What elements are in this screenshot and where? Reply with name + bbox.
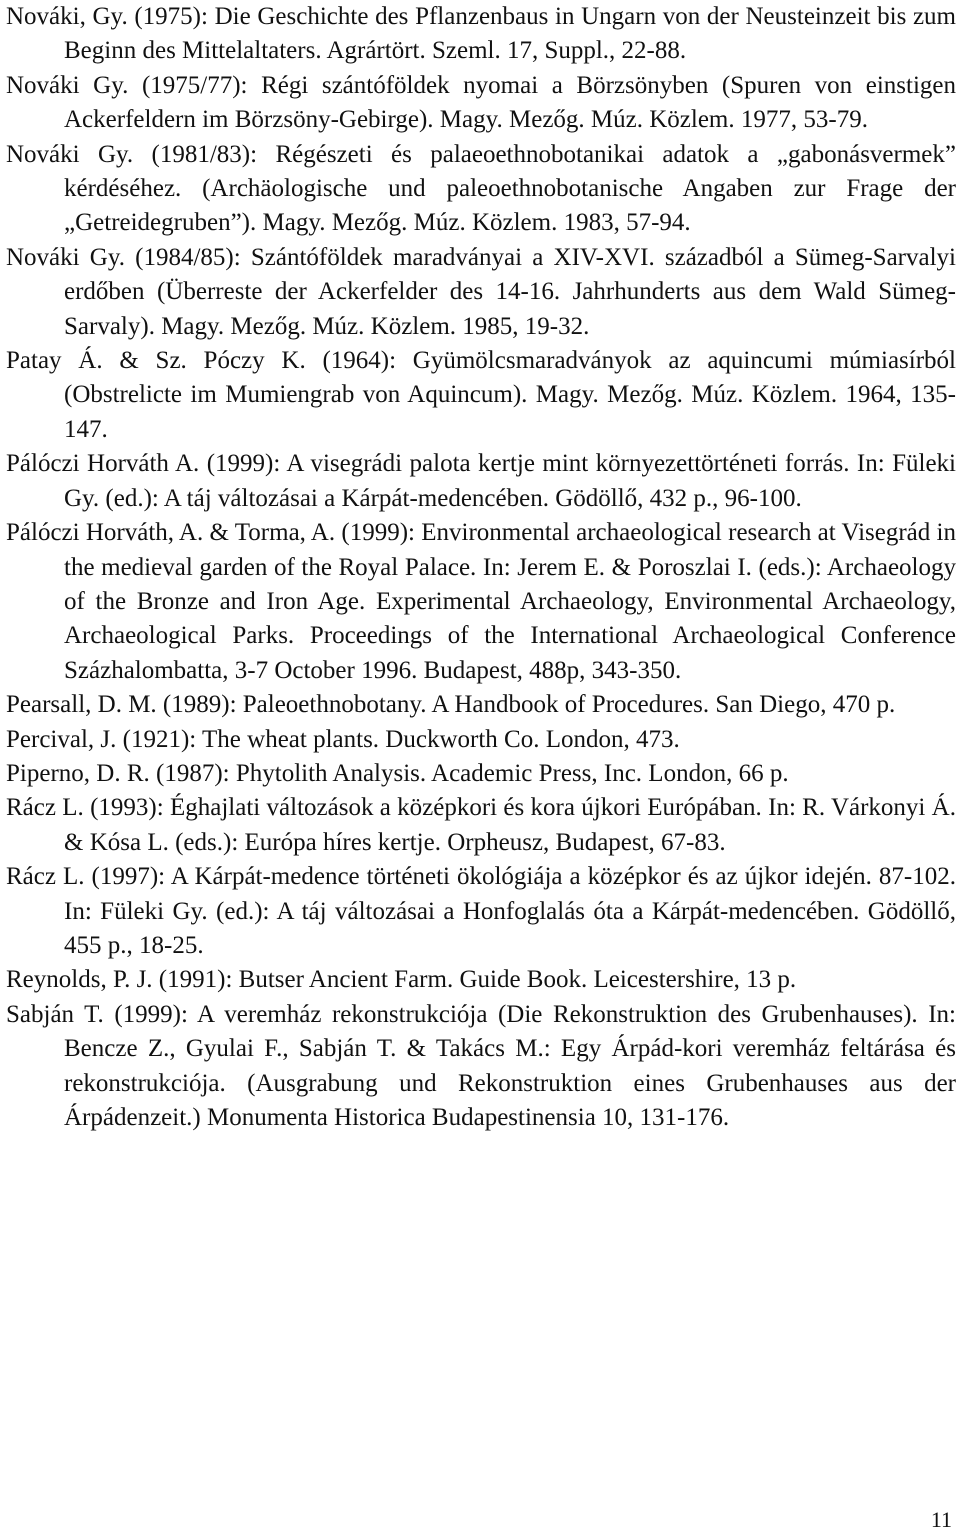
reference-entry: Rácz L. (1997): A Kárpát-medence történeti ökológiája a középkor és az újkor idején. 87-102. In: Füleki Gy. (ed.): A táj változásai a Honfoglalás óta a Kárpát-medencében. Gödöllő, 455 p., 18-25. bbox=[6, 863, 956, 959]
reference-entry: Rácz L. (1993): Éghajlati változások a középkori és kora újkori Európában. In: R. Várkonyi Á. & Kósa L. (eds.): Európa híres kertje. Orpheusz, Budapest, 67-83. bbox=[6, 794, 956, 856]
reference-entry: Patay Á. & Sz. Póczy K. (1964): Gyümölcsmaradványok az aquincumi múmiasírból (Obstrelicte im Mumiengrab von Aquincum). Magy. Mezőg. Múz. Közlem. 1964, 135-147. bbox=[6, 347, 956, 443]
reference-entry: Reynolds, P. J. (1991): Butser Ancient Farm. Guide Book. Leicestershire, 13 p. bbox=[6, 966, 797, 994]
reference-entry: Pálóczi Horváth, A. & Torma, A. (1999): Environmental archaeological research at Visegrád in the medieval garden of the Royal Palace. In: Jerem E. & Poroszlai I. (eds.): Archaeology of the Bronze and Iron Age. Experimental Archaeology, Environmental Archaeology, Archaeological Parks. Proceedings of the International Archaeological Conference Százhalombatta, 3-7 October 1996. Budapest, 488p, 343-350. bbox=[6, 519, 956, 684]
reference-entry: Percival, J. (1921): The wheat plants. Duckworth Co. London, 473. bbox=[6, 725, 680, 753]
reference-entry: Nováki Gy. (1981/83): Régészeti és palaeoethnobotanikai adatok a „gabonásvermek” kérdéséhez. (Archäologische und paleoethnobotanische Angaben zur Frage der „Getreidegruben”). Magy. Mezőg. Múz. Közlem. 1983, 57-94. bbox=[6, 140, 956, 237]
reference-entry: Piperno, D. R. (1987): Phytolith Analysis. Academic Press, Inc. London, 66 p. bbox=[6, 759, 789, 787]
reference-entry: Nováki, Gy. (1975): Die Geschichte des Pflanzenbaus in Ungarn von der Neusteinzeit bis zum Beginn des Mittelaltaters. Agrártört. Szeml. 17, Suppl., 22-88. bbox=[6, 3, 956, 65]
page-number: 11 bbox=[930, 1507, 952, 1532]
reference-entry: Nováki Gy. (1975/77): Régi szántóföldek nyomai a Börzsönyben (Spuren von einstigen Ackerfeldern im Börzsöny-Gebirge). Magy. Mezőg. Múz. Közlem. 1977, 53-79. bbox=[6, 71, 956, 134]
reference-entry: Sabján T. (1999): A veremház rekonstrukciója (Die Rekonstruktion des Grubenhauses). In: Bencze Z., Gyulai F., Sabján T. & Takács M.: Egy Árpád-kori veremház feltárása és rekonstrukciója. (Ausgrabung und Rekonstruktion eines Grubenhauses aus der Árpádenzeit.) Monumenta Historica Budapestinensia 10, 131-176. bbox=[6, 1000, 956, 1131]
reference-list bbox=[6, 0, 956, 1135]
reference-entry: Nováki Gy. (1984/85): Szántóföldek maradványai a XIV-XVI. századból a Sümeg-Sarvalyi erdőben (Überreste der Ackerfelder des 14-16. Jahrhunderts aus dem Wald Sümeg-Sarvaly). Magy. Mezőg. Múz. Közlem. 1985, 19-32. bbox=[6, 243, 956, 340]
reference-entry: Pálóczi Horváth A. (1999): A visegrádi palota kertje mint környezettörténeti forrás. In: Füleki Gy. (ed.): A táj változásai a Kárpát-medencében. Gödöllő, 432 p., 96-100. bbox=[6, 450, 956, 512]
reference-entry: Pearsall, D. M. (1989): Paleoethnobotany. A Handbook of Procedures. San Diego, 470 p. bbox=[6, 691, 896, 719]
